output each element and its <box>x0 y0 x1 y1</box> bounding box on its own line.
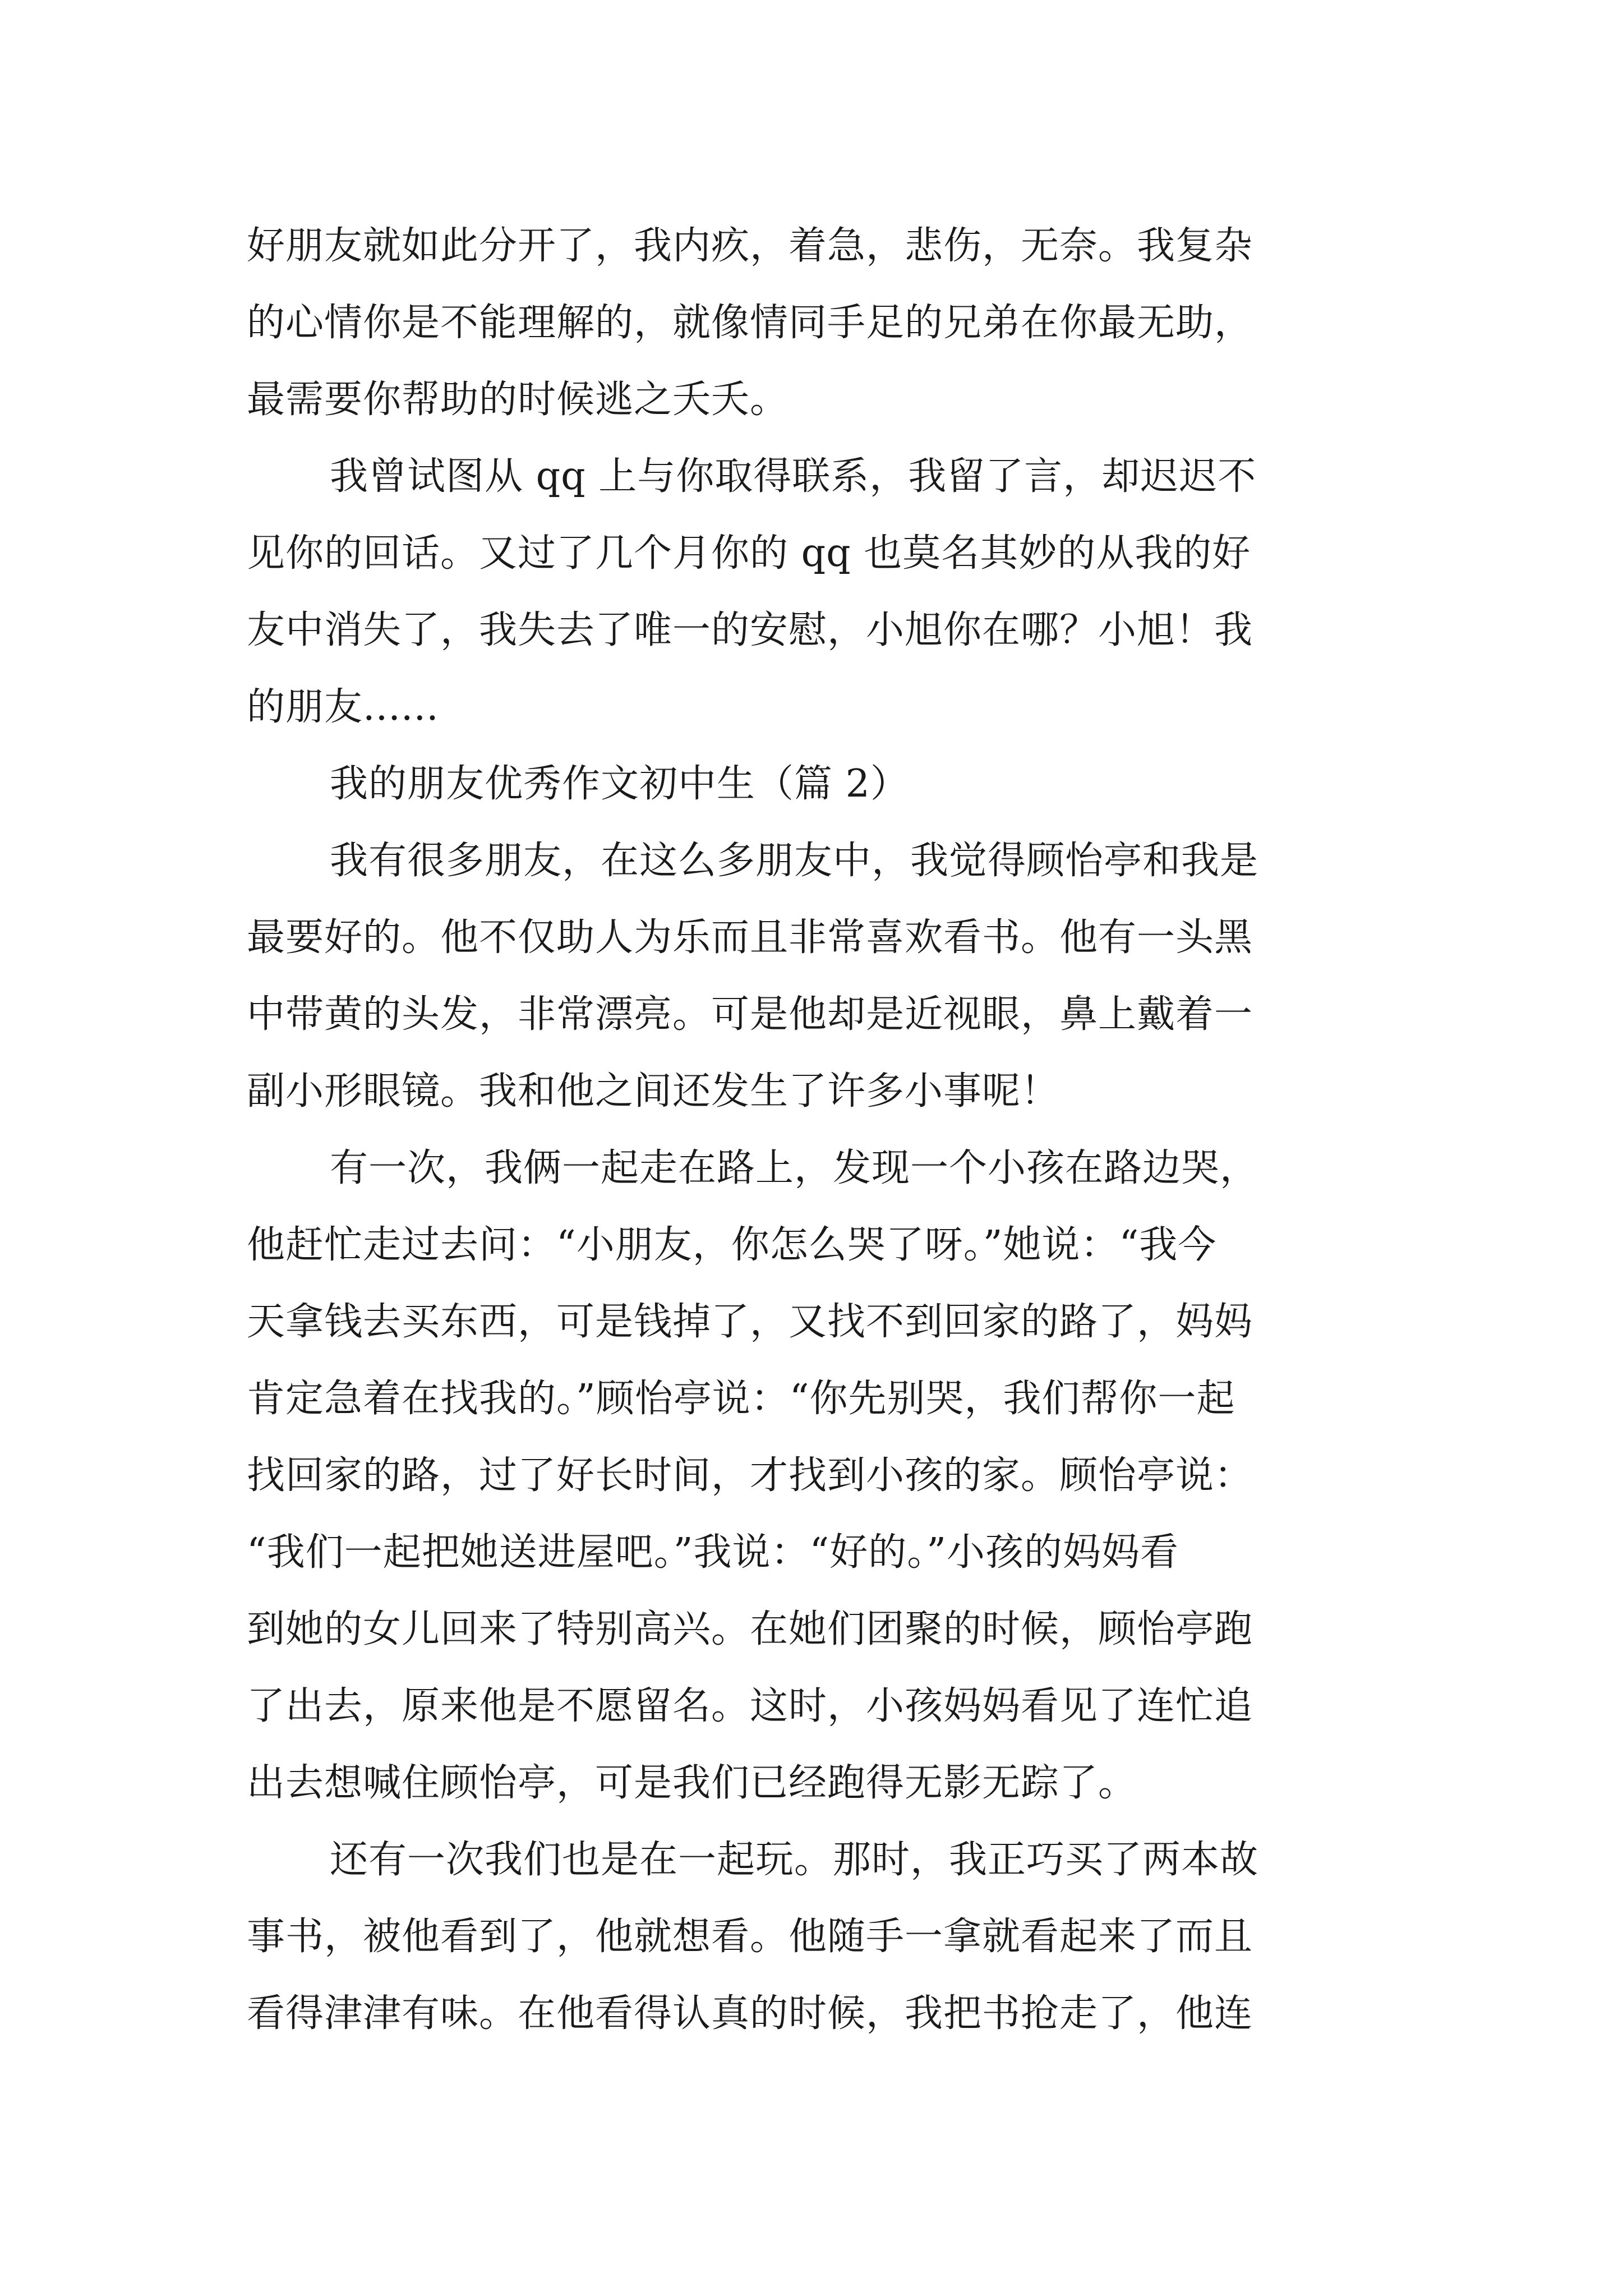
text-line: “我们一起把她送进屋吧。”我说：“好的。”小孩的妈妈看 <box>247 1530 1179 1575</box>
text-line: 见你的回话。又过了几个月你的 qq 也莫名其妙的从我的好 <box>247 531 1251 576</box>
text-line: 了出去，原来他是不愿留名。这时，小孩妈妈看见了连忙追 <box>247 1684 1253 1728</box>
text-line: 最要好的。他不仅助人为乐而且非常喜欢看书。他有一头黑 <box>247 915 1253 960</box>
text-line: 我曾试图从 qq 上与你取得联系，我留了言，却迟迟不 <box>330 454 1257 499</box>
text-line: 中带黄的头发，非常漂亮。可是他却是近视眼，鼻上戴着一 <box>247 992 1253 1037</box>
text-line: 还有一次我们也是在一起玩。那时，我正巧买了两本故 <box>330 1838 1259 1882</box>
text-line: 到她的女儿回来了特别高兴。在她们团聚的时候，顾怡亭跑 <box>247 1607 1253 1651</box>
text-line: 我的朋友优秀作文初中生（篇 2） <box>330 762 909 806</box>
paragraph <box>247 438 1385 746</box>
text-line: 事书，被他看到了，他就想看。他随手一拿就看起来了而且 <box>247 1915 1253 1959</box>
text-line: 好朋友就如此分开了，我内疚，着急，悲伤，无奈。我复杂 <box>247 224 1253 268</box>
text-line: 副小形眼镜。我和他之间还发生了许多小事呢！ <box>247 1069 1060 1114</box>
text-line: 肯定急着在找我的。”顾怡亭说：“你先别哭，我们帮你一起 <box>247 1377 1235 1421</box>
document-body <box>247 208 1385 2052</box>
paragraph <box>247 208 1385 438</box>
paragraph <box>247 822 1385 1130</box>
text-line: 出去想喊住顾怡亭，可是我们已经跑得无影无踪了。 <box>247 1761 1137 1805</box>
text-line: 的心情你是不能理解的，就像情同手足的兄弟在你最无助， <box>247 301 1253 345</box>
text-line: 有一次，我俩一起走在路上，发现一个小孩在路边哭， <box>330 1146 1259 1190</box>
text-line: 找回家的路，过了好长时间，才找到小孩的家。顾怡亭说： <box>247 1453 1253 1498</box>
paragraph <box>247 1130 1385 1821</box>
text-line: 的朋友...... <box>247 685 439 729</box>
section-heading <box>247 746 1385 822</box>
text-line: 看得津津有味。在他看得认真的时候，我把书抢走了，他连 <box>247 1991 1253 2036</box>
paragraph <box>247 1821 1385 2052</box>
text-line: 最需要你帮助的时候逃之夭夭。 <box>247 378 789 422</box>
text-line: 他赶忙走过去问：“小朋友，你怎么哭了呀。”她说：“我今 <box>247 1223 1217 1267</box>
text-line: 友中消失了，我失去了唯一的安慰，小旭你在哪？小旭！我 <box>247 608 1253 652</box>
text-line: 天拿钱去买东西，可是钱掉了，又找不到回家的路了，妈妈 <box>247 1300 1253 1344</box>
text-line: 我有很多朋友，在这么多朋友中，我觉得顾怡亭和我是 <box>330 839 1259 883</box>
